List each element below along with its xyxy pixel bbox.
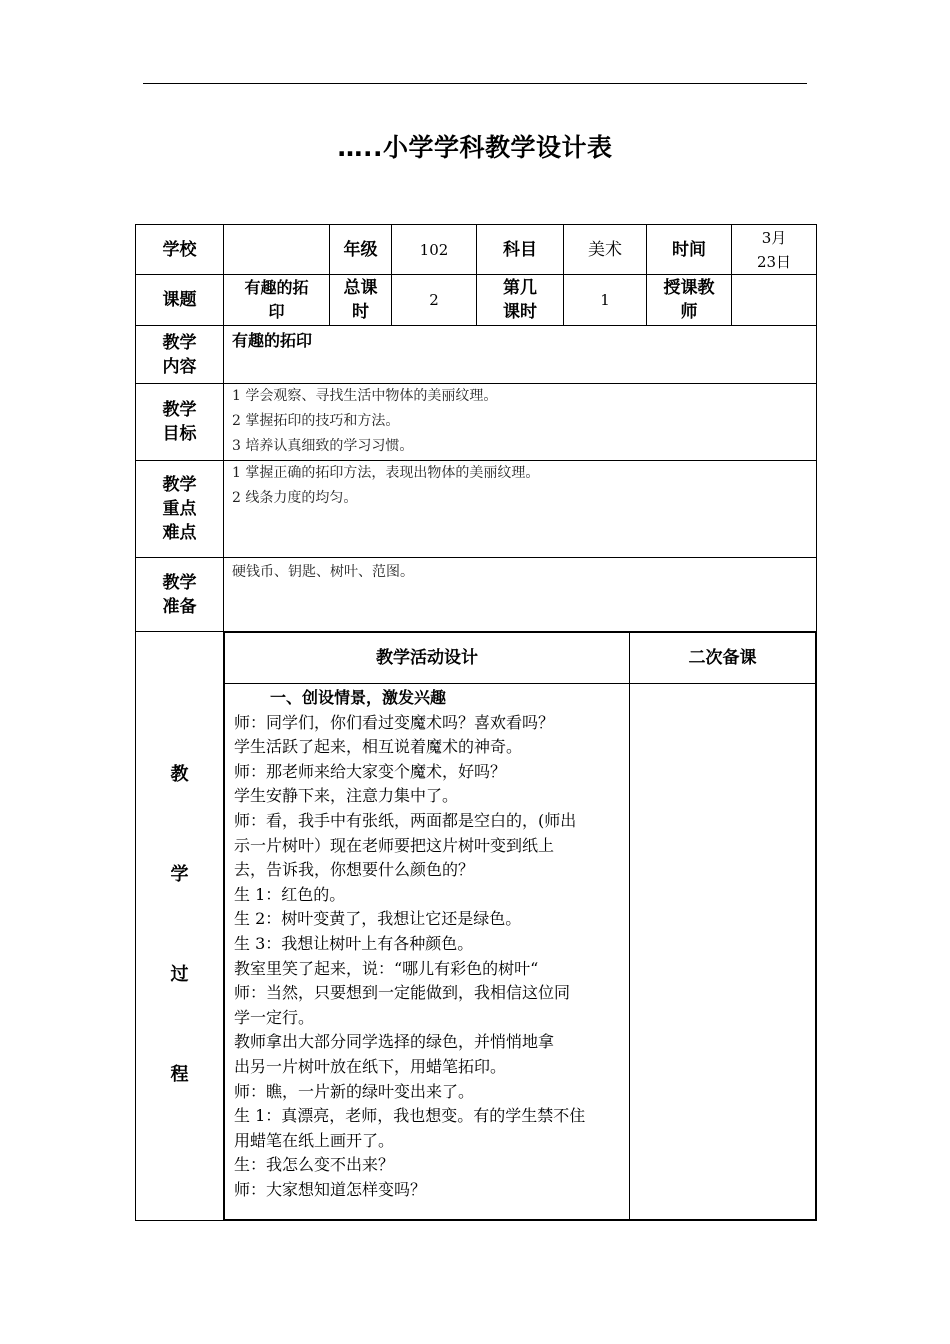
grade-label: 年级	[330, 225, 392, 275]
second-prep-header: 二次备课	[630, 633, 816, 684]
dialogue-line: 去，告诉我，你想要什么颜色的？	[234, 860, 475, 880]
teacher-value	[732, 275, 817, 326]
dialogue-line: 学生活跃了起来，相互说着魔术的神奇。	[234, 737, 523, 757]
dialogue-line: 生 1：红色的。	[234, 884, 346, 904]
teacher-label-line: 授课教	[663, 278, 715, 298]
page-title: …..小学学科教学设计表	[337, 133, 613, 162]
dialogue-line: 学生安静下来，注意力集中了。	[234, 786, 459, 806]
row-goals	[136, 384, 817, 461]
goal-item: 1 学会观察、寻找生活中物体的美丽纹理。	[232, 388, 498, 404]
keypoint-item: 1 掌握正确的拓印方法，表现出物体的美丽纹理。	[232, 465, 540, 481]
dialogue-line: 师：瞧，一片新的绿叶变出来了。	[234, 1081, 475, 1101]
dialogue-line: 学一定行。	[234, 1007, 315, 1027]
content-label-line: 内容	[162, 356, 197, 377]
process-label-char: 程	[170, 1064, 189, 1085]
total-periods-label	[330, 275, 392, 326]
dialogue-line: 师：那老师来给大家变个魔术，好吗？	[234, 761, 507, 781]
time-label: 时间	[647, 225, 732, 275]
topic-value-line: 印	[268, 302, 285, 321]
dialogue-line: 生 2：树叶变黄了，我想让它还是绿色。	[234, 909, 522, 929]
row-prep	[136, 558, 817, 632]
subject-label: 科目	[477, 225, 564, 275]
teacher-label	[647, 275, 732, 326]
goals-label-line: 目标	[162, 424, 197, 444]
row-process	[136, 632, 817, 1221]
school-value	[224, 225, 330, 275]
goal-item: 3 培养认真细致的学习习惯。	[232, 438, 414, 454]
period-number-label	[477, 275, 564, 326]
process-body-row	[225, 684, 816, 1220]
prep-text: 硬钱币、钥匙、树叶、范图。	[232, 564, 414, 580]
teacher-label-line: 师	[680, 302, 698, 322]
topic-label: 课题	[136, 275, 224, 326]
process-label-char: 学	[170, 864, 189, 885]
dialogue-line: 师：同学们，你们看过变魔术吗？喜欢看吗？	[234, 712, 555, 732]
prep-label	[136, 558, 224, 632]
goal-item: 2 掌握拓印的技巧和方法。	[232, 413, 400, 429]
period-number-label-line: 第几	[503, 278, 537, 298]
total-periods-value: 2	[392, 275, 477, 326]
keypoints-label	[136, 461, 224, 558]
grade-value: 102	[392, 225, 477, 275]
dialogue-line: 出另一片树叶放在纸下，用蜡笔拓印。	[234, 1056, 507, 1076]
lesson-plan-table	[135, 224, 817, 1221]
prep-cell	[224, 558, 817, 632]
period-number-label-line: 课时	[503, 302, 537, 322]
dialogue-line: 教师拿出大部分同学选择的绿色，并悄悄地拿	[234, 1032, 555, 1052]
keypoints-label-line: 难点	[162, 523, 197, 543]
dialogue-line: 师：看，我手中有张纸，两面都是空白的，(师出	[234, 810, 577, 830]
row-content	[136, 326, 817, 384]
keypoints-label-line: 教学	[162, 475, 197, 495]
subject-value: 美术	[564, 225, 647, 275]
dialogue-line: 生 1：真漂亮，老师，我也想变。有的学生禁不住	[234, 1106, 586, 1126]
keypoints-label-line: 重点	[162, 499, 197, 519]
process-label	[136, 632, 224, 1221]
period-number-value: 1	[564, 275, 647, 326]
content-label-line: 教学	[162, 332, 197, 353]
section-title: 一、创设情景，激发兴趣	[270, 688, 447, 707]
topic-value-line: 有趣的拓	[244, 278, 309, 297]
total-periods-label-line: 时	[352, 302, 369, 322]
dialogue-line: 生 3：我想让树叶上有各种颜色。	[234, 933, 474, 953]
prep-label-line: 准备	[162, 596, 197, 617]
dialogue-line: 教室里笑了起来，说：“哪儿有彩色的树叶“	[234, 958, 539, 978]
dialogue-line: 师：大家想知道怎样变吗？	[234, 1179, 427, 1199]
row-topic-info	[136, 275, 817, 326]
goals-label	[136, 384, 224, 461]
process-label-char: 过	[170, 964, 189, 985]
activity-design-header: 教学活动设计	[225, 633, 630, 684]
school-label: 学校	[136, 225, 224, 275]
process-inner-table	[224, 632, 816, 1220]
total-periods-label-line: 总课	[343, 278, 378, 298]
top-rule	[143, 83, 807, 84]
keypoint-item: 2 线条力度的均匀。	[232, 490, 358, 506]
keypoints-cell	[224, 461, 817, 558]
second-prep-body	[630, 684, 816, 1220]
dialogue-line: 示一片树叶）现在老师要把这片树叶变到纸上	[234, 835, 555, 855]
goals-label-line: 教学	[162, 400, 197, 420]
time-value-day: 23日	[756, 252, 792, 271]
process-header-row	[225, 633, 816, 684]
topic-value	[224, 275, 330, 326]
row-basic-info	[136, 225, 817, 275]
process-label-char: 教	[170, 764, 189, 785]
row-keypoints	[136, 461, 817, 558]
content-label	[136, 326, 224, 384]
time-value	[732, 225, 817, 275]
activity-design-body	[225, 684, 630, 1220]
process-cell	[224, 632, 817, 1221]
content-text: 有趣的拓印	[232, 331, 313, 350]
dialogue-line: 用蜡笔在纸上画开了。	[234, 1130, 395, 1150]
goals-cell	[224, 384, 817, 461]
dialogue-line: 生：我怎么变不出来？	[234, 1155, 395, 1175]
content-cell	[224, 326, 817, 384]
prep-label-line: 教学	[162, 572, 197, 593]
dialogue-line: 师：当然，只要想到一定能做到，我相信这位同	[234, 983, 571, 1003]
time-value-month: 3月	[761, 228, 787, 247]
